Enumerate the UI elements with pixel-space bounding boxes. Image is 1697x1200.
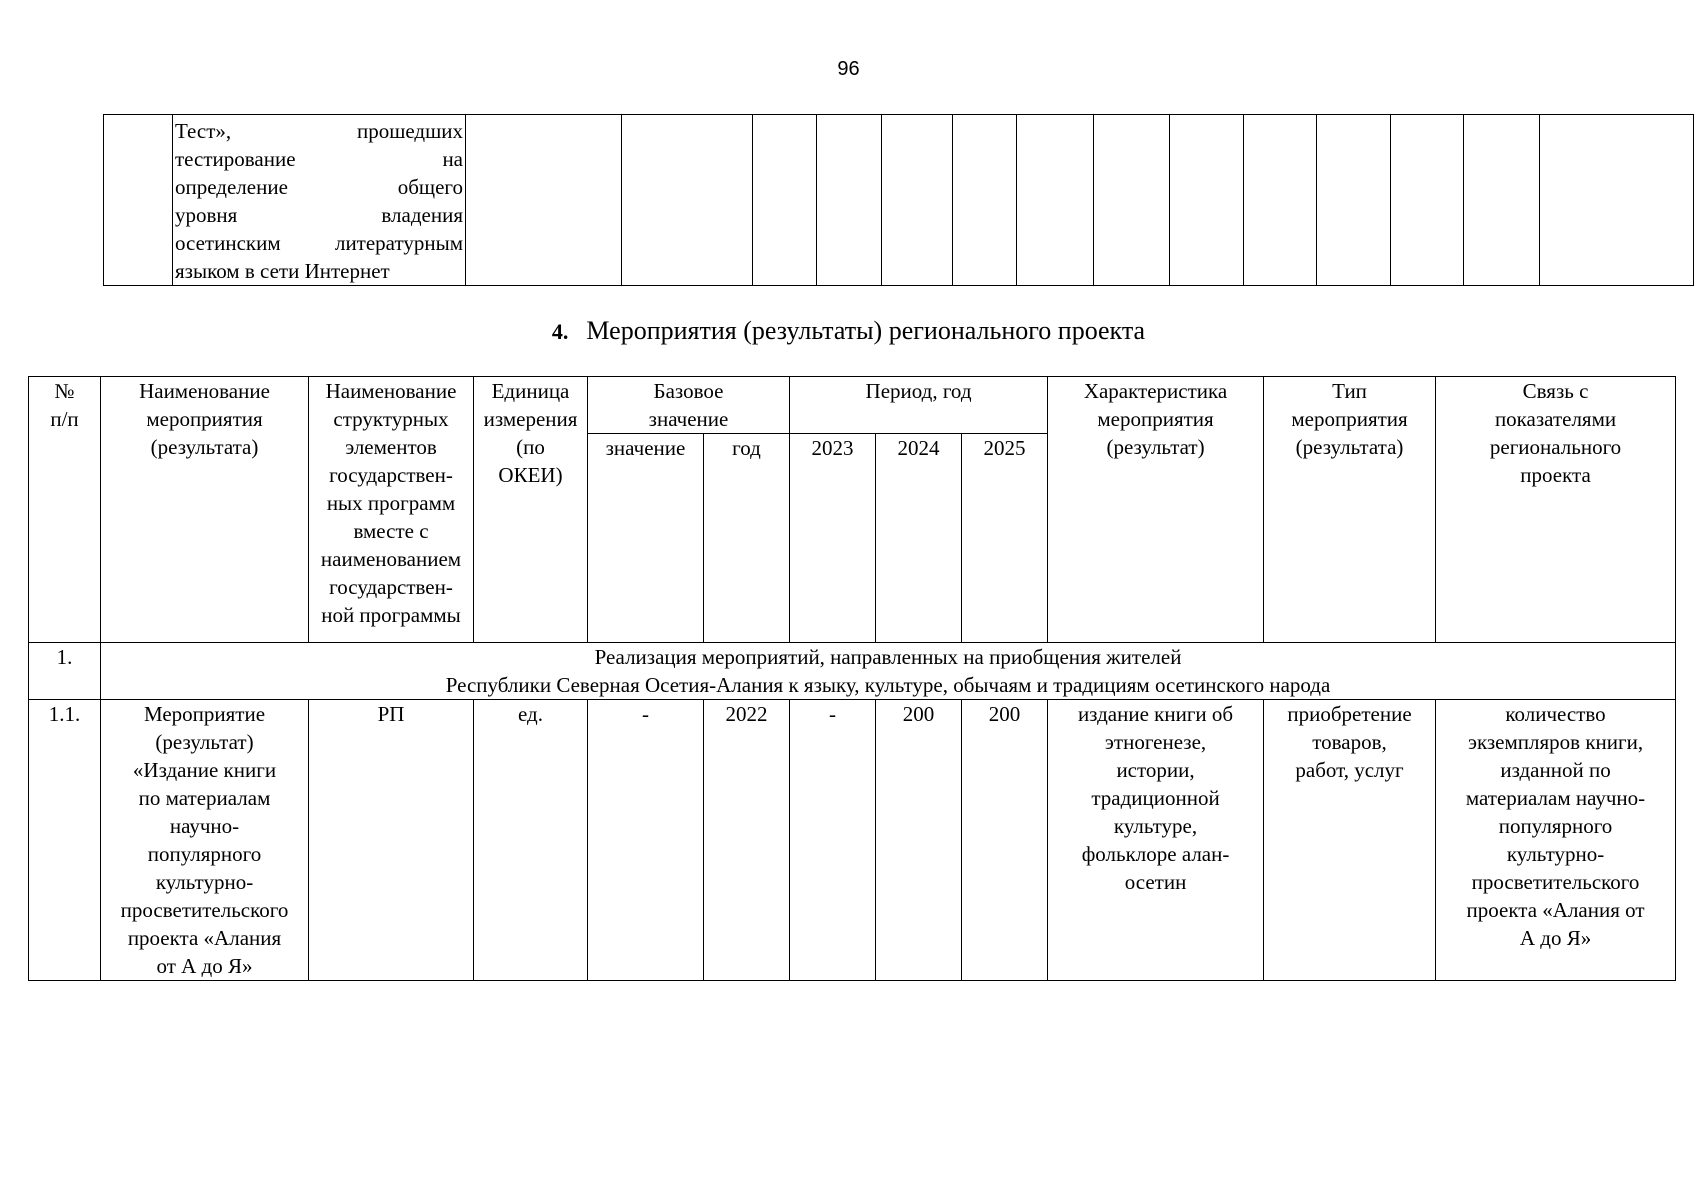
text-line: тестирование на [175, 147, 463, 171]
table-cell [622, 115, 753, 286]
row-unit: ед. [474, 700, 588, 981]
section-title: Мероприятия (результаты) регионального проекта [586, 316, 1146, 345]
header-period: Период, год [790, 377, 1048, 434]
row-structural: РП [309, 700, 474, 981]
section-heading [0, 316, 1697, 346]
row-link: количество экземпляров книги, изданной по материалам научно- популярного культурно- просветительского проекта «Алания от А до Я» [1436, 700, 1676, 981]
table-cell [1464, 115, 1540, 286]
header-characteristic: Характеристика мероприятия (результат) [1048, 377, 1264, 643]
text-line: определение общего [175, 175, 463, 199]
header-year-2025: 2025 [962, 434, 1048, 643]
table-cell [1017, 115, 1094, 286]
row-num: 1.1. [29, 700, 101, 981]
header-base-value: Базовое значение [588, 377, 790, 434]
header-year-2024: 2024 [876, 434, 962, 643]
table-row [29, 700, 1676, 981]
header-link-indicators: Связь с показателями регионального проекта [1436, 377, 1676, 643]
row-characteristic: издание книги об этногенезе, истории, традиционной культуре, фольклоре алан- осетин [1048, 700, 1264, 981]
measures-table [28, 376, 1676, 981]
header-base-value-value: значение [588, 434, 704, 643]
header-row [29, 377, 1676, 434]
row-type: приобретение товаров, работ, услуг [1264, 700, 1436, 981]
table-cell [104, 115, 173, 286]
table-cell [1540, 115, 1694, 286]
text-line: осетинским литературным [175, 231, 463, 255]
table-cell [753, 115, 817, 286]
header-unit: Единица измерения (по ОКЕИ) [474, 377, 588, 643]
text-line: языком в сети Интернет [175, 259, 390, 283]
header-structural-elements: Наименование структурных элементов государствен- ных программ вместе с наименованием государствен- ной программы [309, 377, 474, 643]
header-type: Тип мероприятия (результата) [1264, 377, 1436, 643]
table-cell [1317, 115, 1391, 286]
page-number: 96 [837, 58, 860, 80]
table-cell [1391, 115, 1464, 286]
row-name: Мероприятие (результат) «Издание книги по материалам научно- популярного культурно- просветительского проекта «Алания от А до Я» [101, 700, 309, 981]
header-base-value-year: год [704, 434, 790, 643]
section-row-num: 1. [29, 643, 101, 700]
text-line: уровня владения [175, 203, 463, 227]
table-cell [882, 115, 953, 286]
table-cell [1094, 115, 1170, 286]
row-base-value: - [588, 700, 704, 981]
section-row-title: Реализация мероприятий, направленных на приобщения жителей Республики Северная Осетия-Алания к языку, культуре, обычаям и традициям осетинского народа [101, 643, 1676, 700]
table-cell [1244, 115, 1317, 286]
header-year-2023: 2023 [790, 434, 876, 643]
section-row [29, 643, 1676, 700]
row-value-2023: - [790, 700, 876, 981]
header-name: Наименование мероприятия (результата) [101, 377, 309, 643]
row-value-2025: 200 [962, 700, 1048, 981]
row-value-2024: 200 [876, 700, 962, 981]
table-cell [466, 115, 622, 286]
table-cell [817, 115, 882, 286]
table-row [104, 115, 1694, 286]
header-num: № п/п [29, 377, 101, 643]
text-line: Тест», прошедших [175, 119, 463, 143]
table-cell [1170, 115, 1244, 286]
indicator-description-cell [173, 115, 466, 286]
section-number: 4. [551, 319, 569, 344]
continuation-table [103, 114, 1694, 286]
row-base-year: 2022 [704, 700, 790, 981]
table-cell [953, 115, 1017, 286]
